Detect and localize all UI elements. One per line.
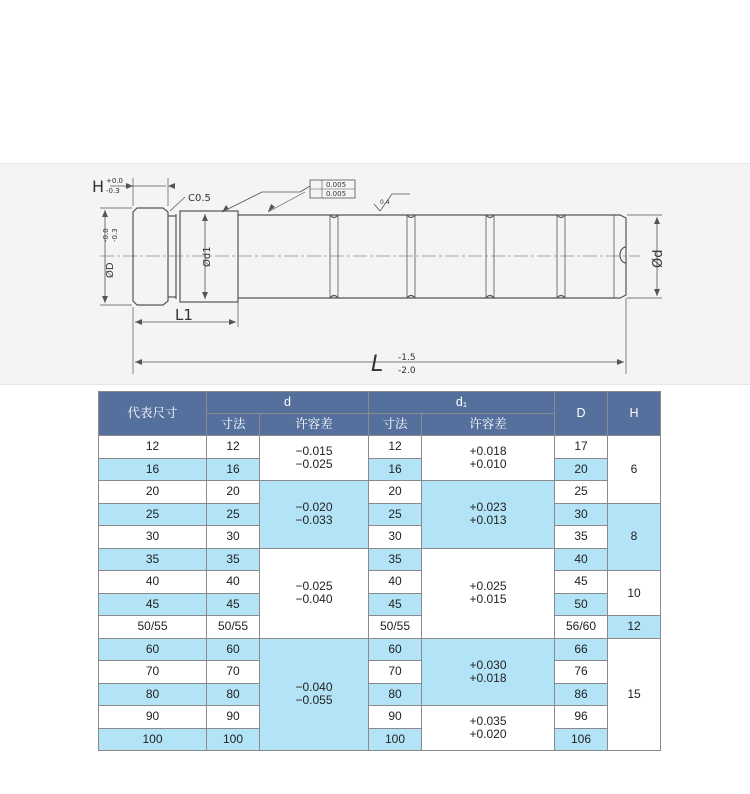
table-row — [99, 706, 661, 729]
label-H-tol-lower: -0.3 — [106, 187, 120, 195]
cell-d1: 60 — [369, 638, 422, 661]
cell-code: 50/55 — [99, 616, 207, 639]
label-D-tol-upper: -0.0 — [102, 228, 110, 242]
table-row — [99, 503, 661, 526]
cell-d: 45 — [207, 593, 260, 616]
cell-H: 15 — [608, 638, 661, 751]
table-row — [99, 638, 661, 661]
cell-D: 45 — [555, 571, 608, 594]
label-L: L — [371, 352, 384, 377]
cell-D: 35 — [555, 526, 608, 549]
cell-d1: 16 — [369, 458, 422, 481]
cell-d: 30 — [207, 526, 260, 549]
table-row — [99, 571, 661, 594]
cell-d: 50/55 — [207, 616, 260, 639]
cell-d1-tol: +0.030 +0.018 — [422, 638, 555, 706]
cell-d: 80 — [207, 683, 260, 706]
technical-drawing — [0, 163, 750, 385]
label-H-tol-upper: +0.0 — [106, 177, 123, 185]
header-code: 代表尺寸 — [99, 392, 207, 436]
label-d1: Ød1 — [202, 246, 213, 267]
header-d-tolerance: 许容差 — [260, 414, 369, 436]
cell-D: 86 — [555, 683, 608, 706]
cell-d: 12 — [207, 436, 260, 459]
cell-code: 20 — [99, 481, 207, 504]
cell-code: 90 — [99, 706, 207, 729]
cell-d: 60 — [207, 638, 260, 661]
label-roughness: 0.4 — [380, 199, 390, 206]
label-chamfer: C0.5 — [188, 193, 211, 204]
label-L-tol-upper: -1.5 — [398, 353, 416, 363]
header-d1-size: 寸法 — [369, 414, 422, 436]
pin-body-outline — [238, 215, 626, 298]
cell-d: 100 — [207, 728, 260, 751]
label-geo-tol-1: 0.005 — [326, 181, 347, 189]
table-row — [99, 548, 661, 571]
header-d: d — [207, 392, 369, 414]
cell-H: 10 — [608, 571, 661, 616]
cell-d: 40 — [207, 571, 260, 594]
cell-code: 70 — [99, 661, 207, 684]
cell-d1: 12 — [369, 436, 422, 459]
cell-code: 60 — [99, 638, 207, 661]
cell-d1: 90 — [369, 706, 422, 729]
label-geo-tol-2: 0.005 — [326, 190, 347, 198]
cell-d1: 80 — [369, 683, 422, 706]
cell-code: 40 — [99, 571, 207, 594]
cell-d1: 30 — [369, 526, 422, 549]
cell-d1: 25 — [369, 503, 422, 526]
cell-d1: 45 — [369, 593, 422, 616]
table-row — [99, 481, 661, 504]
cell-D: 106 — [555, 728, 608, 751]
cell-D: 30 — [555, 503, 608, 526]
cell-d-tol: −0.015 −0.025 — [260, 436, 369, 481]
table-row — [99, 593, 661, 616]
cell-d: 20 — [207, 481, 260, 504]
header-d1: d₁ — [369, 392, 555, 414]
cell-d1-tol: +0.025 +0.015 — [422, 548, 555, 638]
cell-d1: 70 — [369, 661, 422, 684]
cell-H: 6 — [608, 436, 661, 504]
label-D: ØD — [105, 262, 116, 278]
cell-d1-tol: +0.023 +0.013 — [422, 481, 555, 549]
header-H: H — [608, 392, 661, 436]
label-L1: L1 — [175, 306, 193, 324]
cell-code: 16 — [99, 458, 207, 481]
cell-H: 8 — [608, 503, 661, 571]
cell-code: 45 — [99, 593, 207, 616]
cell-d: 90 — [207, 706, 260, 729]
table-row — [99, 526, 661, 549]
cell-code: 80 — [99, 683, 207, 706]
cell-D: 56/60 — [555, 616, 608, 639]
cell-d1: 20 — [369, 481, 422, 504]
cell-d: 16 — [207, 458, 260, 481]
cell-code: 25 — [99, 503, 207, 526]
cell-H: 12 — [608, 616, 661, 639]
cell-D: 17 — [555, 436, 608, 459]
cell-D: 20 — [555, 458, 608, 481]
header-d1-tolerance: 许容差 — [422, 414, 555, 436]
cell-D: 66 — [555, 638, 608, 661]
cell-d1: 100 — [369, 728, 422, 751]
cell-d: 25 — [207, 503, 260, 526]
label-D-tol-lower: -0.3 — [111, 228, 119, 242]
header-D: D — [555, 392, 608, 436]
table-row — [99, 616, 661, 639]
table-row — [99, 683, 661, 706]
cell-d1-tol: +0.018 +0.010 — [422, 436, 555, 481]
label-d: Ød — [651, 249, 666, 268]
table-row — [99, 458, 661, 481]
cell-D: 25 — [555, 481, 608, 504]
dimension-table — [98, 391, 661, 751]
cell-d-tol: −0.020 −0.033 — [260, 481, 369, 549]
pin-head-outline — [133, 208, 168, 305]
cell-D: 40 — [555, 548, 608, 571]
label-L-tol-lower: -2.0 — [398, 366, 416, 376]
label-H: H — [92, 177, 105, 196]
cell-d: 35 — [207, 548, 260, 571]
cell-d1: 35 — [369, 548, 422, 571]
header-d-size: 寸法 — [207, 414, 260, 436]
cell-d1: 40 — [369, 571, 422, 594]
table-row — [99, 661, 661, 684]
cell-code: 30 — [99, 526, 207, 549]
cell-d: 70 — [207, 661, 260, 684]
cell-d1: 50/55 — [369, 616, 422, 639]
cell-d1-tol: +0.035 +0.020 — [422, 706, 555, 751]
table-row — [99, 436, 661, 459]
cell-d-tol: −0.040 −0.055 — [260, 638, 369, 751]
cell-code: 100 — [99, 728, 207, 751]
cell-code: 12 — [99, 436, 207, 459]
cell-code: 35 — [99, 548, 207, 571]
cell-D: 76 — [555, 661, 608, 684]
table-row — [99, 728, 661, 751]
cell-D: 50 — [555, 593, 608, 616]
cell-d-tol: −0.025 −0.040 — [260, 548, 369, 638]
guide-pin-drawing — [0, 164, 750, 384]
cell-D: 96 — [555, 706, 608, 729]
